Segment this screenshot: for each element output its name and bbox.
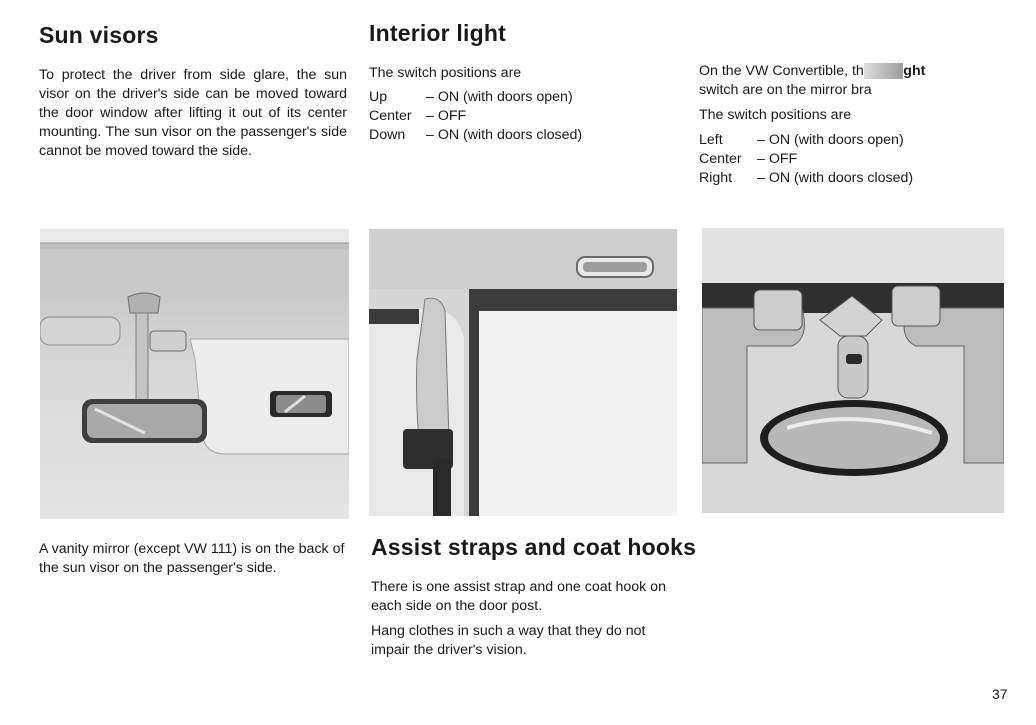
switch-position: Down (369, 127, 406, 143)
assist-straps-para-1: There is one assist strap and one coat hook on each side on the door post. (371, 579, 666, 614)
switch-state: – ON (with doors closed) (757, 170, 914, 186)
interior-light-heading: Interior light (369, 20, 506, 46)
sun-visors-heading: Sun visors (39, 22, 159, 48)
interior-light-switch-list (369, 64, 689, 145)
page-number: 37 (992, 686, 1008, 702)
convertible-intro-line-2: switch are on the mirror bra (699, 82, 872, 98)
switch-position: Up (369, 89, 388, 105)
vanity-mirror-caption: A vanity mirror (except VW 111) is on the back of the sun visor on the passenger's side. (39, 541, 345, 576)
switch-row-down (369, 126, 689, 145)
convertible-positions-intro: The switch positions are (699, 107, 852, 123)
convertible-switch-text (699, 62, 1009, 188)
convertible-row-center (699, 150, 1009, 169)
sun-visor-photo (40, 229, 349, 519)
convertible-mirror-photo (702, 228, 1004, 513)
convertible-intro-line-1: On the VW Convertible, th ght (699, 63, 926, 79)
switch-position: Center (699, 151, 742, 167)
switch-state: – OFF (757, 151, 798, 167)
switch-row-center (369, 107, 689, 126)
convertible-row-left (699, 131, 1009, 150)
switch-position: Center (369, 108, 412, 124)
interior-light-photo (369, 229, 677, 516)
switch-row-up (369, 88, 689, 107)
sun-visors-body: To protect the driver from side glare, the sun visor on the driver's side can be moved toward the door window after lifting it out of its center mounting. The sun visor on the passenger's side cannot be moved toward the side. (39, 67, 347, 159)
convertible-row-right (699, 169, 1009, 188)
switch-position: Left (699, 132, 723, 148)
assist-straps-heading: Assist straps and coat hooks (371, 534, 697, 560)
assist-straps-para-2: Hang clothes in such a way that they do not impair the driver's vision. (371, 623, 646, 658)
switch-state: – OFF (426, 108, 467, 124)
switch-state: – ON (with doors open) (426, 89, 573, 105)
switch-intro: The switch positions are (369, 65, 522, 81)
switch-state: – ON (with doors closed) (426, 127, 583, 143)
switch-position: Right (699, 170, 733, 186)
switch-state: – ON (with doors open) (757, 132, 904, 148)
